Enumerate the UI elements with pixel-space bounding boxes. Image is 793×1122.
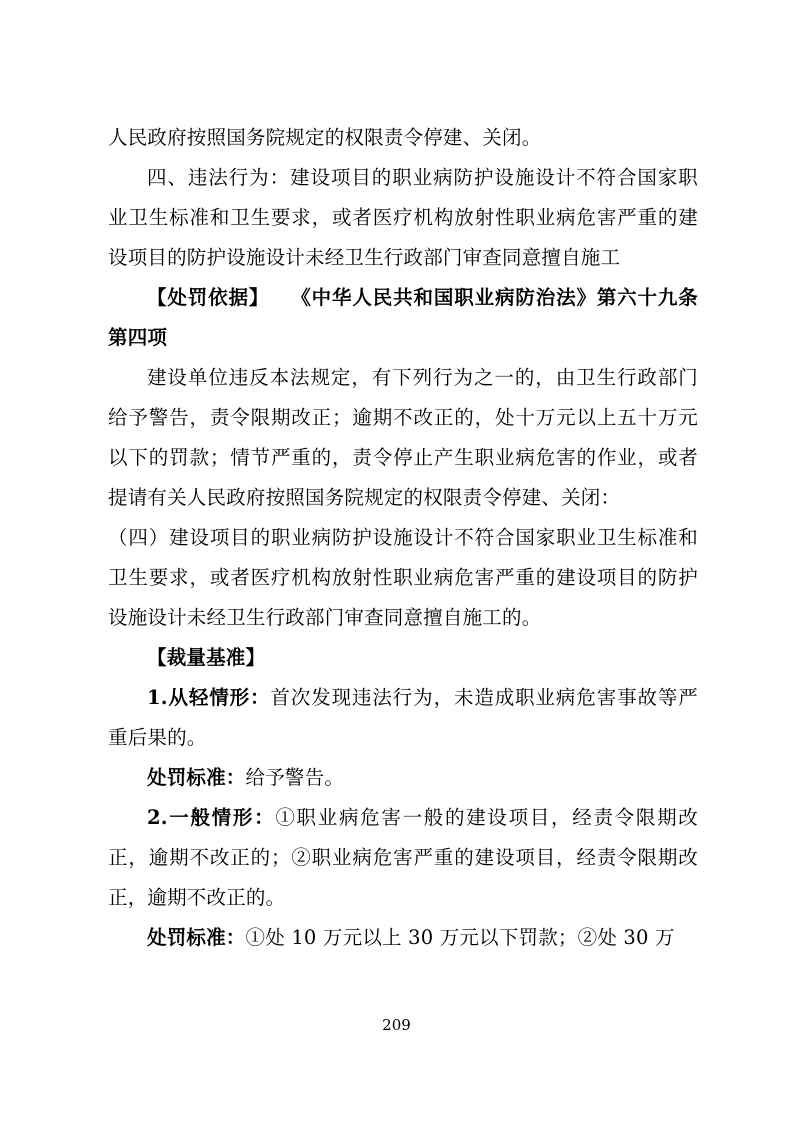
paragraph-law-item-four: （四）建设项目的职业病防护设施设计不符合国家职业卫生标准和卫生要求，或者医疗机构放射性职业病危害严重的建设项目的防护设施设计未经卫生行政部门审查同意擅自施工的。 [108,526,698,629]
general-label: 2.一般情形： [147,806,276,829]
paragraph-general [108,798,698,918]
paragraph-continued-clause: 人民政府按照国务院规定的权限责令停建、关闭。 [108,126,542,149]
paragraph-item-four: 四、违法行为：建设项目的职业病防护设施设计不符合国家职业卫生标准和卫生要求，或者医疗机构放射性职业病危害严重的建设项目的防护设施设计未经卫生行政部门审查同意擅自施工 [108,166,698,269]
penalty-basis-label: 【处罚依据】 [147,286,270,309]
mitigated-standard-text: 给予警告。 [245,766,345,789]
paragraph-mitigated-standard [108,758,698,798]
general-standard-label: 处罚标准： [147,926,246,949]
mitigated-standard-label: 处罚标准： [147,766,246,789]
paragraph-penalty-basis [108,278,698,358]
mitigated-text: 首次发现违法行为，未造成职业病危害事故等严重后果的。 [108,686,698,749]
page-number: 209 [382,1016,411,1034]
paragraph-discretion-heading: 【裁量基准】 [147,646,266,669]
general-text: ①职业病危害一般的建设项目，经责令限期改正，逾期不改正的；②职业病危害严重的建设项目，经责令限期改正，逾期不改正的。 [108,806,698,909]
penalty-basis-text: 《中华人民共和国职业病防治法》第六十九条第四项 [108,286,698,349]
general-standard-text: ①处 10 万元以上 30 万元以下罚款；②处 30 万 [245,926,675,949]
document-body [108,118,698,958]
paragraph-law-quote: 建设单位违反本法规定，有下列行为之一的，由卫生行政部门给予警告，责令限期改正；逾期不改正的，处十万元以上五十万元以下的罚款；情节严重的，责令停止产生职业病危害的作业，或者提请有关人民政府按照国务院规定的权限责令停建、关闭： [108,366,698,509]
mitigated-label: 1.从轻情形： [147,686,271,709]
paragraph-general-standard [108,918,698,958]
paragraph-mitigated [108,678,698,758]
